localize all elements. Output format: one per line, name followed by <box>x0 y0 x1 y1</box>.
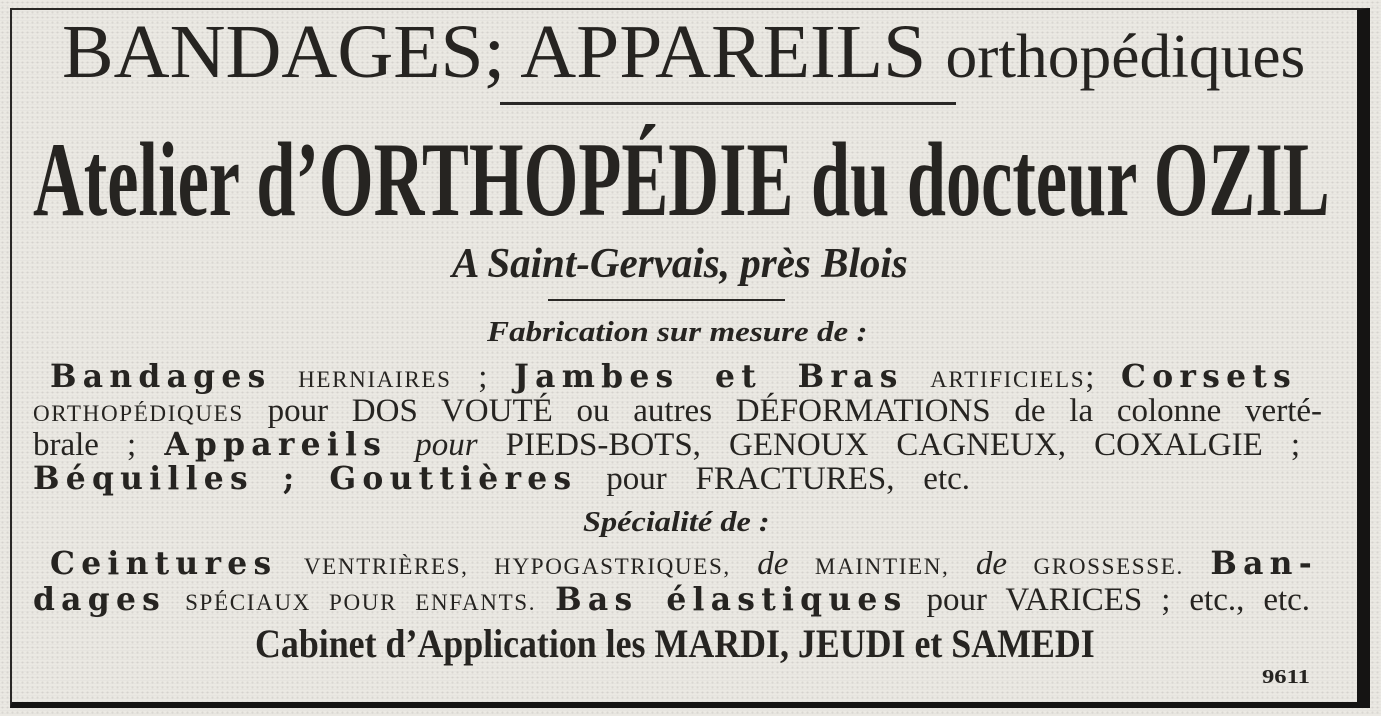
specialite-heading <box>583 509 770 537</box>
item-bas-elastiques: Bas élastiques <box>555 582 908 618</box>
fabrication-line-2 <box>33 394 1322 430</box>
separator: ; <box>478 359 488 395</box>
item-jambes-et-bras: Jambes et Bras <box>514 359 904 395</box>
qualifier-speciaux-enfants: SPÉCIAUX POUR ENFANTS. <box>185 589 537 615</box>
qualifier-artificiels: ARTIFICIELS <box>930 366 1086 392</box>
fabrication-line-3 <box>33 428 1300 462</box>
headline-text <box>62 10 1306 94</box>
headline-rule <box>500 102 956 105</box>
specialite-text: pour VARICES ; etc., etc. <box>926 582 1311 618</box>
workshop-title-text: Atelier d’ORTHOPÉDIE du docteur OZIL <box>33 121 1330 238</box>
fabrication-line-1 <box>50 360 1297 396</box>
connector-pour: pour <box>415 427 478 463</box>
consultation-days-text: Cabinet d’Application les MARDI, JEUDI et SAMEDI <box>255 621 1095 666</box>
item-bandages: Bandages <box>50 359 272 395</box>
location-rule <box>548 299 785 301</box>
item-gouttieres: Gouttières <box>329 461 578 497</box>
specialite-line-1 <box>50 547 1318 583</box>
fabrication-heading-text: Fabrication sur mesure de : <box>487 316 868 348</box>
connector-de: de <box>757 546 789 582</box>
separator: ; <box>1085 359 1095 395</box>
reference-number-text: 9611 <box>1262 666 1310 688</box>
qualifier-ventrieres: VENTRIÈRES, HYPOGASTRIQUES, <box>303 553 731 579</box>
fabrication-line-4 <box>33 462 970 496</box>
workshop-location <box>452 243 908 285</box>
fabrication-heading <box>487 318 868 347</box>
connector-de: de <box>975 546 1008 582</box>
item-ceintures: Ceintures <box>50 546 278 582</box>
item-appareils: Appareils <box>164 427 388 463</box>
specialite-heading-text: Spécialité de : <box>583 507 770 538</box>
workshop-location-text: A Saint-Gervais, près Blois <box>452 241 908 287</box>
item-bequilles: Béquilles <box>33 461 254 497</box>
qualifier-grossesse: GROSSESSE. <box>1033 553 1184 579</box>
specialite-line-2 <box>33 583 1310 619</box>
fabrication-text: PIEDS-BOTS, GENOUX CAGNEUX, COXALGIE ; <box>505 427 1301 463</box>
item-corsets: Corsets <box>1121 359 1297 395</box>
fabrication-text: brale ; <box>33 427 137 463</box>
fabrication-text: pour FRACTURES, etc. <box>606 461 971 497</box>
consultation-days <box>255 621 1095 666</box>
fabrication-text: pour DOS VOUTÉ ou autres DÉFORMATIONS de la colonne verté- <box>267 393 1322 429</box>
separator: ; <box>282 461 301 497</box>
headline-caps: BANDAGES; APPAREILS <box>62 10 927 94</box>
qualifier-orthopediques: ORTHOPÉDIQUES <box>33 400 244 426</box>
item-bandages-hyphenated: Ban- <box>1210 546 1319 582</box>
headline-orthopediques: orthopédiques <box>945 22 1306 91</box>
headline <box>62 10 1306 94</box>
reference-number <box>1262 667 1310 687</box>
workshop-title <box>33 121 1330 238</box>
qualifier-herniaires: HERNIAIRES <box>298 366 452 392</box>
item-bandages-continued: dages <box>33 582 167 618</box>
qualifier-maintien: MAINTIEN, <box>814 553 950 579</box>
